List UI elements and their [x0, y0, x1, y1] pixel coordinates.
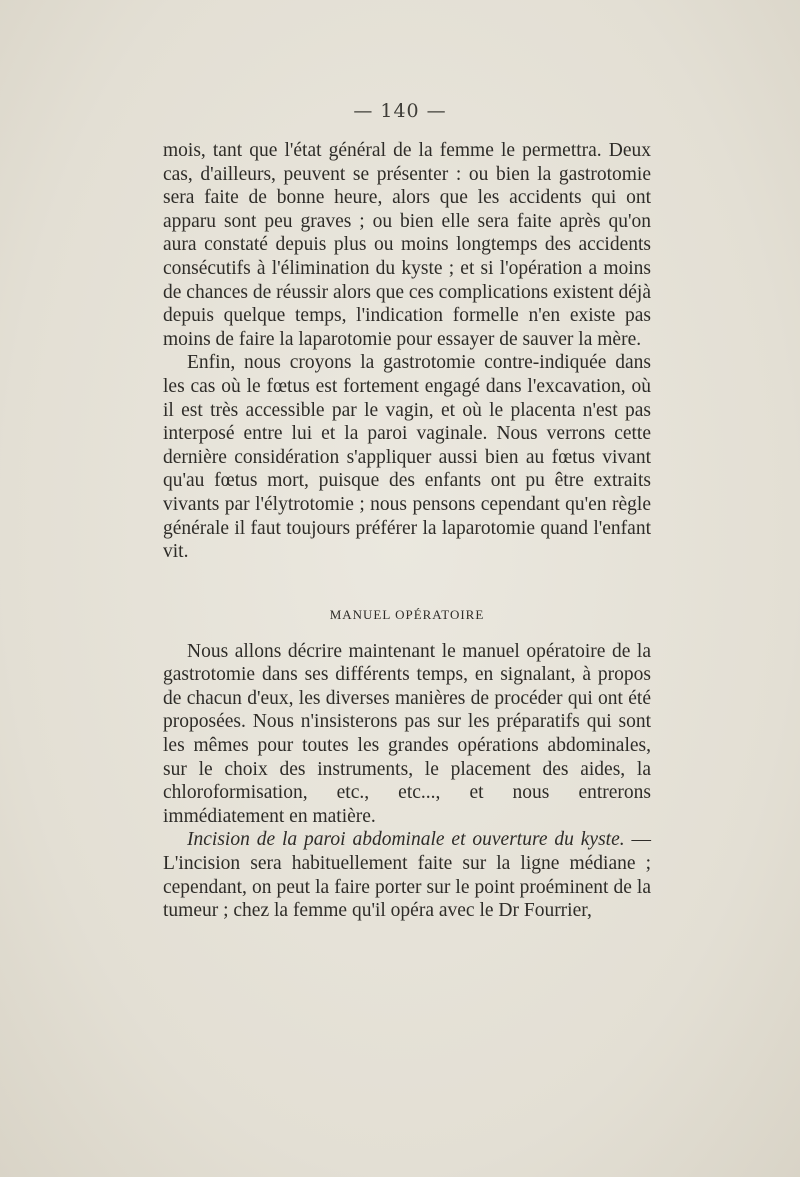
paragraph-manual-intro: Nous allons décrire maintenant le manuel opératoire de la gastrotomie dans ses différents temps, en signalant, à propos de chacun d'eux, les diverses manières de procéder qui ont été proposées. Nous n'insisterons pas sur les préparatifs qui sont les mêmes pour toutes les grandes opérations abdominales, sur le choix des instruments, le placement des aides, la chloroformisation, etc., etc..., et nous entrerons immédiatement en matière.	[163, 640, 651, 827]
dash: —	[624, 829, 651, 851]
paragraph-contraindication: Enfin, nous croyons la gastrotomie contre-indiquée dans les cas où le fœtus est fortement engagé dans l'excavation, où il est très accessible par le vagin, et où le placenta n'est pas interposé entre lui et la paroi vaginale. Nous verrons cette dernière considération s'appliquer aussi bien au fœtus vivant qu'au fœtus mort, puisque des enfants ont pu être extraits vivants par l'élytrotomie ; nous pensons cependant qu'en règle générale il faut toujours préférer la laparotomie quand l'enfant vit.	[163, 352, 651, 563]
blank-space	[163, 564, 651, 588]
paragraph-incision	[163, 828, 651, 922]
page-body	[163, 139, 651, 923]
section-heading: MANUEL OPÉRATOIRE	[329, 606, 485, 622]
subheading-incision: Incision de la paroi abdominale et ouverture du kyste.	[187, 829, 625, 851]
page-number: — 140 —	[353, 100, 447, 122]
paragraph-continuation: mois, tant que l'état général de la femme le permettra. Deux cas, d'ailleurs, peuvent se présenter : ou bien la gastrotomie sera faite de bonne heure, alors que les accidents qui ont apparu sont peu graves ; ou bien elle sera faite après qu'on aura constaté depuis plus ou moins longtemps des accidents consécutifs à l'élimination du kyste ; et si l'opération a moins de chances de réussir alors que ces complications existent déjà depuis quelque temps, l'indication formelle n'en existe pas moins de faire la laparotomie pour essayer de sauver la mère.	[163, 140, 651, 350]
paragraph-incision-text: L'incision sera habituellement faite sur la ligne médiane ; cependant, on peut la faire porter sur le point proéminent de la tumeur ; chez la femme qu'il opéra avec le Dr Fourrier,	[163, 853, 651, 922]
